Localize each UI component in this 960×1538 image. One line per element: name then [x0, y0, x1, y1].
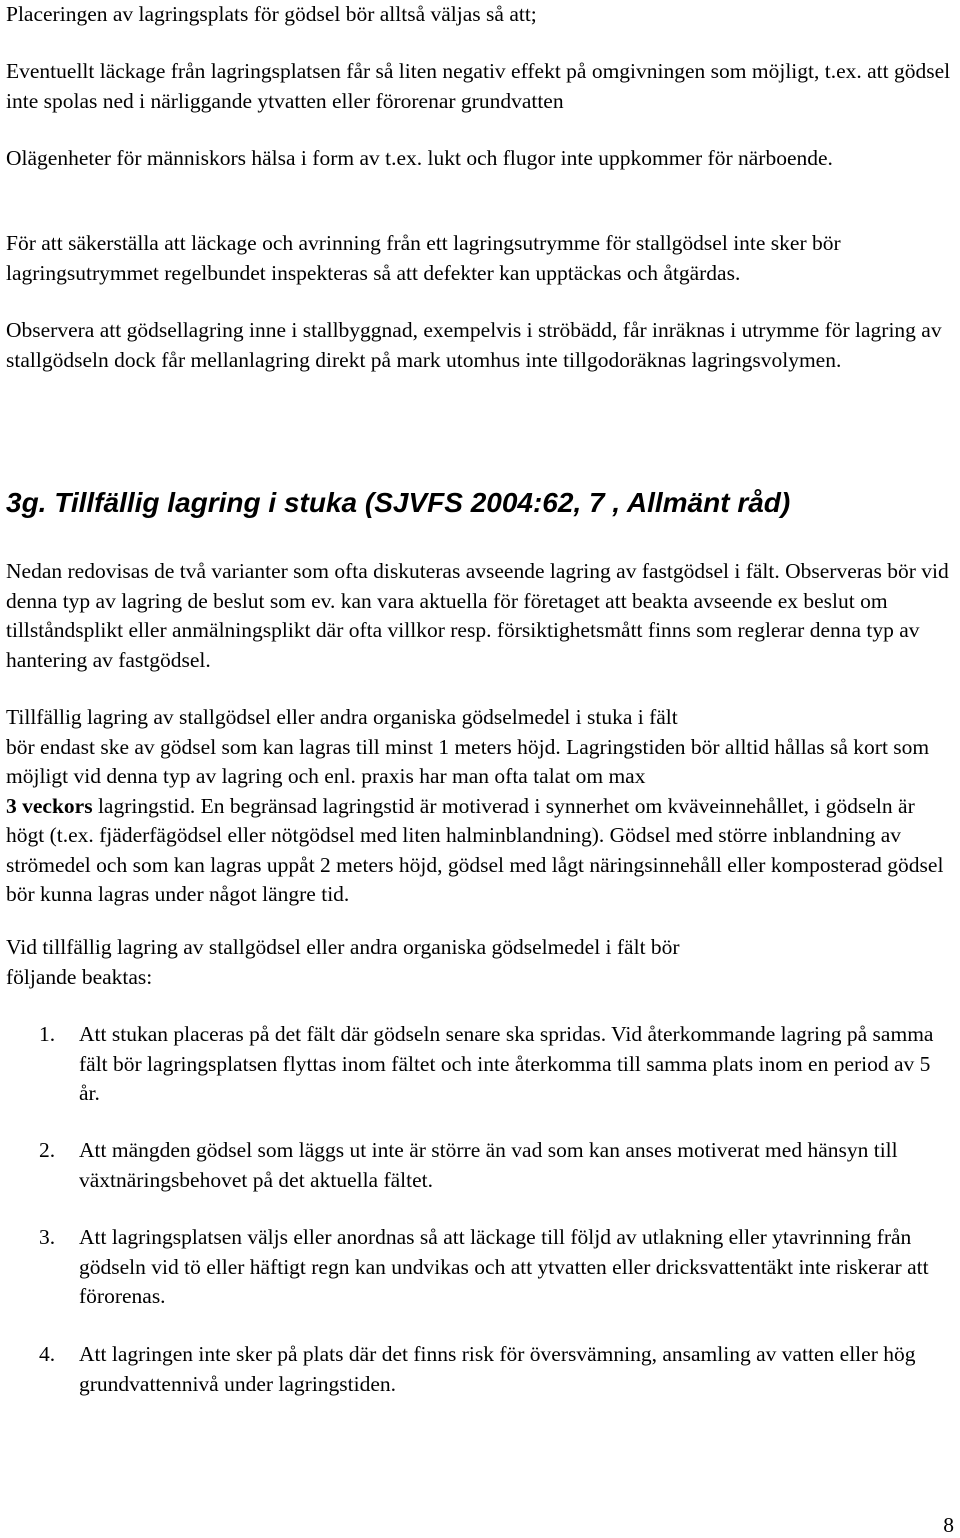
list-item-text: Att stukan placeras på det fält där gödseln senare ska spridas. Vid återkommande lagring på samma fält bör lagringsplatsen flyttas inom fältet och inte återkomma till samma plats inom en period av 5 år.	[79, 1022, 934, 1105]
list-item-number: 2.	[39, 1138, 56, 1162]
storage-duration-bold: 3 veckors	[6, 793, 93, 818]
section-heading: 3g. Tillfällig lagring i stuka (SJVFS 2004:62, 7 , Allmänt råd)	[6, 487, 791, 518]
paragraph-leakage: Eventuellt läckage från lagringsplatsen får så liten negativ effekt på omgivningen som möjligt, t.ex. att gödsel inte spolas ned i närliggande ytvatten eller förorenar grundvatten	[6, 59, 951, 113]
paragraph-variants: Nedan redovisas de två varianter som ofta diskuteras avseende lagring av fastgödsel i fält. Observeras bör vid denna typ av lagring de beslut som ev. kan vara aktuella för företaget att beakta avseende ex beslut om tillståndsplikt eller anmälningsplikt där ofta villkor resp. försiktighetsmått finns som reglerar denna typ av hantering av fastgödsel.	[6, 559, 949, 672]
paragraph-nuisance: Olägenheter för människors hälsa i form av t.ex. lukt och flugor inte uppkommer för närboende.	[6, 146, 833, 170]
paragraph-consider	[6, 933, 954, 992]
paragraph-inspection: För att säkerställa att läckage och avrinning från ett lagringsutrymme för stallgödsel inte sker bör lagringsutrymmet regelbundet inspekteras så att defekter kan upptäckas och åtgärdas.	[6, 231, 841, 285]
paragraph-intro: Placeringen av lagringsplats för gödsel bör alltså väljas så att;	[6, 2, 537, 26]
paragraph-consider-line1: Vid tillfällig lagring av stallgödsel eller andra organiska gödselmedel i fält bör	[6, 935, 680, 959]
list-item-number: 3.	[39, 1225, 56, 1249]
list-item-text: Att lagringsplatsen väljs eller anordnas så att läckage till följd av utlakning eller ytavrinning från gödseln vid tö eller häftigt regn kan undvikas och att ytvatten eller dricksvattentäkt inte riskerar att förorenas.	[79, 1225, 929, 1308]
paragraph-temporary-storage-line1: Tillfällig lagring av stallgödsel eller andra organiska gödselmedel i stuka i fält	[6, 705, 678, 729]
paragraph-consider-line2: följande beaktas:	[6, 964, 153, 989]
list-item-text: Att mängden gödsel som läggs ut inte är större än vad som kan anses motiverat med hänsyn till växtnäringsbehovet på det aktuella fältet.	[79, 1138, 898, 1192]
paragraph-temporary-storage	[6, 703, 954, 910]
list-item-number: 4.	[39, 1342, 56, 1366]
paragraph-temporary-storage-text: bör endast ske av gödsel som kan lagras till minst 1 meters höjd. Lagringstiden bör alltid hållas så kort som möjligt vid denna typ av lagring och enl. praxis har man ofta talat om max	[6, 734, 930, 788]
list-item-number: 1.	[39, 1022, 56, 1046]
list-item-text: Att lagringen inte sker på plats där det finns risk för översvämning, ansamling av vatten eller hög grundvattennivå under lagringstiden.	[79, 1342, 916, 1396]
paragraph-temporary-storage-rest: lagringstid. En begränsad lagringstid är motiverad i synnerhet om kväveinnehållet, i gödseln är högt (t.ex. fjäderfägödsel eller nötgödsel med liten halminblandning). Gödsel med större inblandning av strömedel och som kan lagras uppåt 2 meters höjd, gödsel med lågt näringsinnehåll eller komposterad gödsel bör kunna lagras under något längre tid.	[6, 793, 944, 906]
paragraph-temporary-storage-body	[6, 733, 954, 910]
paragraph-observe: Observera att gödsellagring inne i stallbyggnad, exempelvis i ströbädd, får inräknas i utrymme för lagring av stallgödseln dock får mellanlagring direkt på mark utomhus inte tillgodoräknas lagringsvolymen.	[6, 318, 942, 372]
page-number: 8	[943, 1513, 954, 1537]
